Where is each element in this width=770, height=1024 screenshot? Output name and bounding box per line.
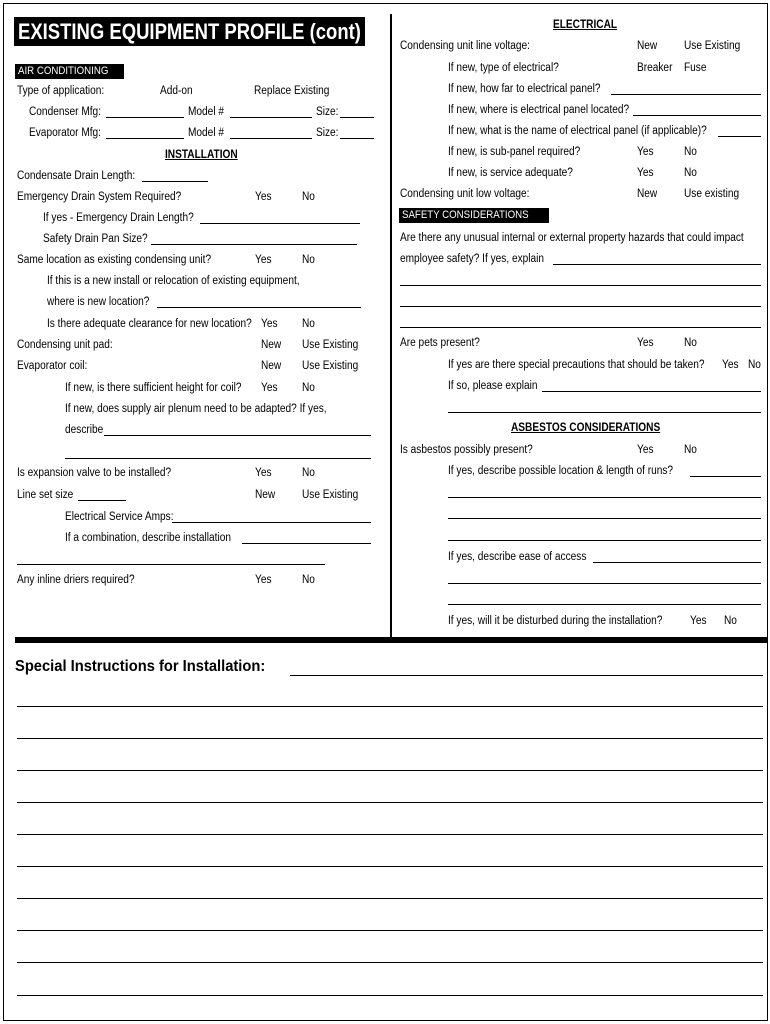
asbestos-disturbed-no[interactable]: No [724, 615, 737, 627]
evap-coil-label: Evaporator coil: [17, 360, 88, 372]
condenser-size-label: Size: [316, 106, 339, 118]
condenser-mfg-label: Condenser Mfg: [29, 106, 102, 118]
panel-name-label: If new, what is the name of electrical panel (if applicable)? [448, 125, 707, 137]
clearance-yes[interactable]: Yes [261, 318, 278, 330]
asbestos-location-field-3[interactable] [448, 518, 761, 519]
special-instructions-line[interactable] [17, 898, 763, 899]
evaporator-mfg-label: Evaporator Mfg: [29, 127, 102, 139]
combination-field-2[interactable] [17, 564, 325, 565]
service-adequate-label: If new, is service adequate? [448, 167, 573, 179]
asbestos-possibly-label: Is asbestos possibly present? [400, 444, 533, 456]
installation-header: INSTALLATION [165, 149, 238, 161]
service-adequate-no[interactable]: No [684, 167, 697, 179]
emergency-length-field[interactable] [200, 223, 360, 224]
driers-label: Any inline driers required? [17, 574, 135, 586]
safety-header: SAFETY CONSIDERATIONS [399, 208, 549, 223]
unit-pad-use-existing[interactable]: Use Existing [302, 339, 359, 351]
line-set-field[interactable] [78, 500, 126, 501]
unit-pad-label: Condensing unit pad: [17, 339, 113, 351]
asbestos-ease-field[interactable] [593, 562, 761, 563]
clearance-no[interactable]: No [302, 318, 315, 330]
drain-length-label: Condensate Drain Length: [17, 170, 136, 182]
asbestos-yes[interactable]: Yes [637, 444, 654, 456]
pets-yes[interactable]: Yes [637, 337, 654, 349]
special-instructions-line[interactable] [17, 770, 763, 771]
special-instructions-line[interactable] [17, 706, 763, 707]
asbestos-disturbed-yes[interactable]: Yes [690, 615, 707, 627]
plenum-label: If new, does supply air plenum need to be adapted? If yes, [65, 403, 327, 415]
special-instructions-line[interactable] [17, 962, 763, 963]
type-electrical-fuse[interactable]: Fuse [684, 62, 707, 74]
line-voltage-new[interactable]: New [637, 40, 658, 52]
type-of-application-label: Type of application: [17, 85, 105, 97]
new-install-label-1: If this is a new install or relocation of existing equipment, [47, 275, 300, 287]
safety-pan-label: Safety Drain Pan Size? [43, 233, 148, 245]
pets-no[interactable]: No [684, 337, 697, 349]
emergency-length-label: If yes - Emergency Drain Length? [43, 212, 194, 224]
emergency-drain-yes[interactable]: Yes [255, 191, 272, 203]
form-title: EXISTING EQUIPMENT PROFILE (cont) [14, 17, 365, 46]
safety-pan-field[interactable] [151, 244, 357, 245]
condenser-size-field[interactable] [340, 117, 374, 118]
asbestos-location-label: If yes, describe possible location & length of runs? [448, 465, 674, 477]
plenum-describe-label: describe [65, 424, 104, 436]
condenser-model-label: Model # [188, 106, 225, 118]
special-instructions-line[interactable] [17, 738, 763, 739]
line-set-use-existing[interactable]: Use Existing [302, 489, 359, 501]
asbestos-disturbed-label: If yes, will it be disturbed during the installation? [448, 615, 663, 627]
line-voltage-label: Condensing unit line voltage: [400, 40, 530, 52]
emergency-drain-label: Emergency Drain System Required? [17, 191, 182, 203]
sub-panel-yes[interactable]: Yes [637, 146, 654, 158]
plenum-describe-field-2[interactable] [65, 458, 371, 459]
explain-label: If so, please explain [448, 380, 538, 392]
hazards-field-4[interactable] [400, 327, 761, 328]
asbestos-header: ASBESTOS CONSIDERATIONS [511, 422, 661, 434]
evap-coil-use-existing[interactable]: Use Existing [302, 360, 359, 372]
section-divider-bar [15, 637, 768, 643]
asbestos-location-field-2[interactable] [448, 497, 761, 498]
asbestos-ease-label: If yes, describe ease of access [448, 551, 587, 563]
unit-pad-new[interactable]: New [261, 339, 282, 351]
asbestos-ease-field-2[interactable] [448, 583, 761, 584]
hazards-field-2[interactable] [400, 285, 761, 286]
combination-label: If a combination, describe installation [65, 532, 231, 544]
precautions-no[interactable]: No [748, 359, 761, 371]
clearance-label: Is there adequate clearance for new location? [47, 318, 252, 330]
hazards-label-2: employee safety? If yes, explain [400, 253, 545, 265]
type-electrical-label: If new, type of electrical? [448, 62, 559, 74]
evaporator-size-label: Size: [316, 127, 339, 139]
how-far-label: If new, how far to electrical panel? [448, 83, 601, 95]
hazards-field-3[interactable] [400, 306, 761, 307]
condenser-model-field[interactable] [230, 117, 312, 118]
pets-label: Are pets present? [400, 337, 480, 349]
asbestos-no[interactable]: No [684, 444, 697, 456]
explain-field-2[interactable] [448, 412, 761, 413]
service-amps-field[interactable] [172, 522, 371, 523]
special-instructions-line[interactable] [17, 930, 763, 931]
column-divider [390, 14, 392, 638]
electrical-header: ELECTRICAL [553, 19, 618, 31]
service-amps-label: Electrical Service Amps: [65, 511, 174, 523]
driers-no[interactable]: No [302, 574, 315, 586]
emergency-drain-no[interactable]: No [302, 191, 315, 203]
option-add-on[interactable]: Add-on [160, 85, 193, 97]
low-voltage-label: Condensing unit low voltage: [400, 188, 530, 200]
air-conditioning-header: AIR CONDITIONING [15, 64, 124, 79]
evaporator-model-field[interactable] [230, 138, 312, 139]
sufficient-height-label: If new, is there sufficient height for coil? [65, 382, 242, 394]
hazards-field[interactable] [553, 264, 761, 265]
evap-coil-new[interactable]: New [261, 360, 282, 372]
plenum-describe-field[interactable] [104, 435, 371, 436]
sub-panel-label: If new, is sub-panel required? [448, 146, 581, 158]
condenser-mfg-field[interactable] [106, 117, 184, 118]
line-set-new[interactable]: New [255, 489, 276, 501]
line-voltage-use-existing[interactable]: Use Existing [684, 40, 741, 52]
panel-name-field[interactable] [718, 136, 761, 137]
sub-panel-no[interactable]: No [684, 146, 697, 158]
new-install-label-2: where is new location? [47, 296, 150, 308]
special-instructions-field[interactable] [290, 675, 763, 676]
line-set-label: Line set size [17, 489, 74, 501]
hazards-label-1: Are there any unusual internal or external property hazards that could impact [400, 232, 744, 244]
asbestos-ease-field-3[interactable] [448, 604, 761, 605]
service-adequate-yes[interactable]: Yes [637, 167, 654, 179]
option-replace-existing[interactable]: Replace Existing [254, 85, 330, 97]
precautions-label: If yes are there special precautions that should be taken? [448, 359, 705, 371]
new-location-field[interactable] [157, 307, 361, 308]
same-location-yes[interactable]: Yes [255, 254, 272, 266]
explain-field[interactable] [542, 391, 761, 392]
combination-field[interactable] [242, 543, 371, 544]
low-voltage-use-existing[interactable]: Use existing [684, 188, 740, 200]
where-panel-label: If new, where is electrical panel located? [448, 104, 630, 116]
precautions-yes[interactable]: Yes [722, 359, 739, 371]
asbestos-location-field-4[interactable] [448, 540, 761, 541]
asbestos-location-field[interactable] [690, 476, 761, 477]
evaporator-model-label: Model # [188, 127, 225, 139]
how-far-field[interactable] [611, 94, 761, 95]
special-instructions-line[interactable] [17, 834, 763, 835]
sufficient-height-no[interactable]: No [302, 382, 315, 394]
type-electrical-breaker[interactable]: Breaker [637, 62, 673, 74]
drain-length-field[interactable] [142, 181, 208, 182]
special-instructions-label: Special Instructions for Installation: [15, 658, 266, 675]
expansion-valve-label: Is expansion valve to be installed? [17, 467, 172, 479]
expansion-valve-yes[interactable]: Yes [255, 467, 272, 479]
low-voltage-new[interactable]: New [637, 188, 658, 200]
special-instructions-line[interactable] [17, 802, 763, 803]
same-location-label: Same location as existing condensing unit? [17, 254, 212, 266]
special-instructions-line[interactable] [17, 866, 763, 867]
expansion-valve-no[interactable]: No [302, 467, 315, 479]
sufficient-height-yes[interactable]: Yes [261, 382, 278, 394]
special-instructions-line[interactable] [17, 995, 763, 996]
same-location-no[interactable]: No [302, 254, 315, 266]
evaporator-mfg-field[interactable] [106, 138, 184, 139]
driers-yes[interactable]: Yes [255, 574, 272, 586]
evaporator-size-field[interactable] [340, 138, 374, 139]
where-panel-field[interactable] [633, 115, 761, 116]
